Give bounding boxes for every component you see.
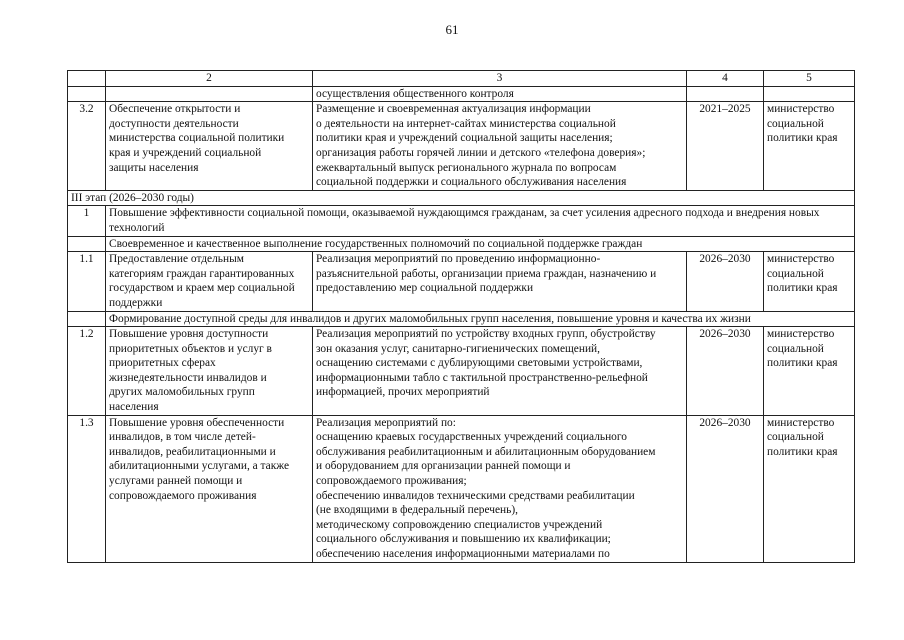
page-number: 61 (445, 22, 459, 37)
continuation-activity: осуществления общественного контроля (313, 86, 687, 102)
years-cell: 2026–2030 (687, 252, 764, 311)
header-col-1 (68, 71, 106, 87)
goal-number: 1 (68, 206, 106, 236)
task-cell: Повышение уровня доступности приоритетных объектов и услуг в приоритетных сферах жизнедеятельности инвалидов и других маломобильных групп населения (106, 327, 313, 416)
activity-cell: Реализация мероприятий по проведению информационно- разъяснительной работы, организации приема граждан, назначению и предоставлению мер социальной поддержки (313, 252, 687, 311)
executor-cell: министерство социальной политики края (764, 102, 855, 191)
activity-cell: Размещение и своевременная актуализация информации о деятельности на интернет-сайтах министерства социальной политики края и учреждений социальной защиты населения; организация работы горячей линии и детского «телефона доверия»; ежеквартальный выпуск регионального журнала по вопросам социальной поддержки и социального обслуживания населения (313, 102, 687, 191)
row-number: 1.2 (68, 327, 106, 416)
continuation-row (68, 86, 855, 102)
subgoal-row (68, 236, 855, 252)
table-row (68, 415, 855, 562)
task-cell: Предоставление отдельным категориям граждан гарантированных государством и краем мер социальной поддержки (106, 252, 313, 311)
task-cell: Повышение уровня обеспеченности инвалидов, в том числе детей- инвалидов, реабилитационными и абилитационными услугами, а также услугами ранней помощи и сопровождаемого проживания (106, 415, 313, 562)
executor-cell: министерство социальной политики края (764, 252, 855, 311)
header-col-2: 2 (106, 71, 313, 87)
table-row (68, 102, 855, 191)
activity-cell: Реализация мероприятий по устройству входных групп, обустройству зон оказания услуг, санитарно-гигиенических помещений, оснащению системами с дублирующими световыми устройствами, информационными табло с тактильной пространственно-рельефной информацией, прочих мероприятий (313, 327, 687, 416)
task-cell: Обеспечение открытости и доступности деятельности министерства социальной политики края и учреждений социальной защиты населения (106, 102, 313, 191)
subgoal-row (68, 311, 855, 327)
years-cell: 2021–2025 (687, 102, 764, 191)
row-number: 1.1 (68, 252, 106, 311)
header-col-3: 3 (313, 71, 687, 87)
executor-cell: министерство социальной политики края (764, 327, 855, 416)
stage-row (68, 190, 855, 206)
years-cell: 2026–2030 (687, 327, 764, 416)
header-col-4: 4 (687, 71, 764, 87)
header-row (68, 71, 855, 87)
activity-cell: Реализация мероприятий по: оснащению краевых государственных учреждений социального обслуживания реабилитационным и абилитационным оборудованием и оборудованием для организации ранней помощи и сопровождаемого проживания; обеспечению инвалидов техническими средствами реабилитации (не входящими в федеральный перечень), методическому сопровождению специалистов учреждений социального обслуживания и повышению их квалификации; обеспечению населения информационными материалами по (313, 415, 687, 562)
row-number: 1.3 (68, 415, 106, 562)
goal-row (68, 206, 855, 236)
executor-cell: министерство социальной политики края (764, 415, 855, 562)
program-table (67, 70, 855, 563)
stage-title: III этап (2026–2030 годы) (68, 190, 855, 206)
table-row (68, 252, 855, 311)
subgoal-text: Формирование доступной среды для инвалидов и других маломобильных групп населения, повышение уровня и качества их жизни (106, 311, 855, 327)
row-number: 3.2 (68, 102, 106, 191)
table-row (68, 327, 855, 416)
years-cell: 2026–2030 (687, 415, 764, 562)
header-col-5: 5 (764, 71, 855, 87)
subgoal-text: Своевременное и качественное выполнение государственных полномочий по социальной поддержке граждан (106, 236, 855, 252)
goal-text: Повышение эффективности социальной помощи, оказываемой нуждающимся гражданам, за счет усиления адресного подхода и внедрения новых технологий (106, 206, 855, 236)
